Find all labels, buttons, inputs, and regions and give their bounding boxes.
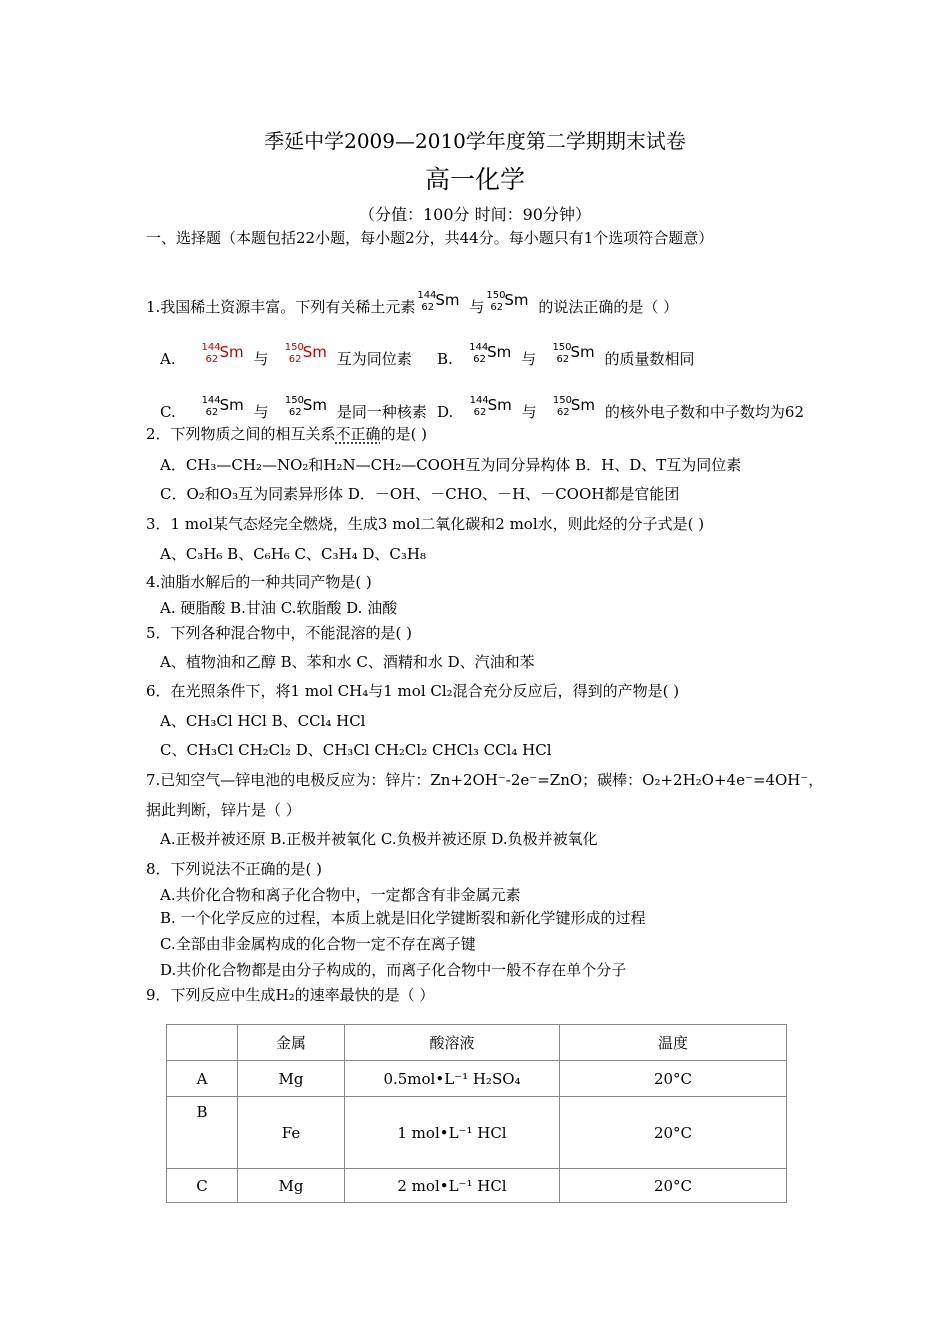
table-row	[167, 1061, 787, 1097]
exam-subject: 高一化学	[424, 165, 525, 194]
table-cell: 0.5mol•L⁻¹ H₂SO₄	[345, 1061, 560, 1097]
isotope-sm144-b: 144 62 Sm	[469, 342, 512, 365]
table-cell: C	[167, 1169, 238, 1203]
table-header-cell: 温度	[560, 1025, 787, 1061]
q4-options: A. 硬脂酸 B.甘油 C.软脂酸 D. 油酸	[160, 599, 398, 617]
table-cell: 20°C	[560, 1061, 787, 1097]
q1-a-text: 互为同位素	[336, 350, 412, 368]
question-2-stem	[146, 424, 427, 444]
section-heading: 一、选择题（本题包括22小题，每小题2分，共44分。每小题只有1个选项符合题意）	[146, 229, 714, 247]
question-5-stem: 5．下列各种混合物中，不能混溶的是( )	[146, 624, 413, 642]
table-cell: Fe	[238, 1097, 345, 1169]
q3-options: A、C₃H₆ B、C₆H₆ C、C₃H₄ D、C₃H₈	[160, 545, 427, 563]
isotope-sm150-d: 150 62 Sm	[552, 395, 596, 418]
question-4-stem: 4.油脂水解后的一种共同产物是( )	[146, 573, 372, 591]
table-cell: Mg	[238, 1169, 345, 1203]
question-8-stem: 8．下列说法不正确的是( )	[146, 860, 323, 878]
q1-c-text: 是同一种核素	[336, 403, 427, 421]
q7-options: A.正极并被还原 B.正极并被氧化 C.负极并被还原 D.负极并被氧化	[160, 830, 598, 848]
q1-stem-post: 的说法正确的是（ ）	[538, 298, 679, 316]
q2-options-ab: A．CH₃—CH₂—NO₂和H₂N—CH₂—COOH互为同分异构体 B．H、D、T互为同位素	[160, 456, 742, 474]
q2-options-cd: C．O₂和O₃互为同素异形体 D．－OH、－CHO、－H、－COOH都是官能团	[160, 485, 680, 503]
table-cell: B	[167, 1097, 238, 1169]
table-header-cell	[167, 1025, 238, 1061]
table-cell: 20°C	[560, 1169, 787, 1203]
q1-c-yu: 与	[253, 403, 269, 421]
q1-b-label: B.	[437, 350, 453, 368]
question-9-stem: 9．下列反应中生成H₂的速率最快的是（ ）	[146, 986, 435, 1004]
q8-option-b: B. 一个化学反应的过程，本质上就是旧化学键断裂和新化学键形成的过程	[160, 909, 646, 927]
q1-d-label: D.	[437, 403, 454, 421]
q5-options: A、植物油和乙醇 B、苯和水 C、酒精和水 D、汽油和苯	[160, 653, 535, 671]
q2-emphasis: 不正确	[335, 425, 381, 443]
isotope-sm150-b: 150 62 Sm	[552, 342, 595, 365]
q1-d-text: 的核外电子数和中子数均为62	[604, 403, 804, 421]
table-row	[167, 1169, 787, 1203]
table-header-cell: 金属	[238, 1025, 345, 1061]
q8-option-c: C.全部由非金属构成的化合物一定不存在离子键	[160, 935, 476, 953]
q1-yu: 与	[469, 298, 485, 316]
q1-b-text: 的质量数相同	[604, 350, 695, 368]
q1-c-label: C.	[160, 403, 176, 421]
q1-stem-pre: 1.我国稀土资源丰富。下列有关稀土元素	[146, 298, 416, 316]
q1-b-yu: 与	[521, 350, 537, 368]
q1-option-c	[160, 397, 427, 422]
q1-a-label: A.	[160, 350, 176, 368]
q6-options-ab: A、CH₃Cl HCl B、CCl₄ HCl	[160, 712, 366, 730]
table-cell: 1 mol•L⁻¹ HCl	[345, 1097, 560, 1169]
table-cell: 20°C	[560, 1097, 787, 1169]
table-header-cell: 酸溶液	[345, 1025, 560, 1061]
q8-option-a: A.共价化合物和离子化合物中，一定都含有非金属元素	[160, 886, 521, 904]
question-3-stem: 3．1 mol某气态烃完全燃烧，生成3 mol二氧化碳和2 mol水，则此烃的分子式是( )	[146, 515, 705, 533]
question-6-stem: 6．在光照条件下，将1 mol CH₄与1 mol Cl₂混合充分反应后，得到的产物是( )	[146, 682, 680, 700]
q1-option-a	[160, 344, 412, 369]
table-cell: Mg	[238, 1061, 345, 1097]
table-header-row	[167, 1025, 787, 1061]
table-cell: 2 mol•L⁻¹ HCl	[345, 1169, 560, 1203]
q2-stem-post: 的是( )	[380, 425, 428, 443]
table-row	[167, 1097, 787, 1169]
q2-stem-pre: 2．下列物质之间的相互关系	[146, 425, 336, 443]
q1-d-yu: 与	[521, 403, 537, 421]
isotope-sm144: 144 62 Sm	[417, 290, 460, 313]
isotope-sm150-c: 150 62 Sm	[284, 395, 328, 418]
table-cell: A	[167, 1061, 238, 1097]
isotope-sm144-c: 144 62 Sm	[201, 395, 244, 418]
q6-options-cd: C、CH₃Cl CH₂Cl₂ D、CH₃Cl CH₂Cl₂ CHCl₃ CCl₄ HCl	[160, 741, 552, 759]
reaction-rate-table	[166, 1024, 787, 1203]
q1-a-yu: 与	[253, 350, 269, 368]
isotope-sm144-red: 144 62 Sm	[201, 342, 244, 365]
isotope-sm150: 150 62 Sm	[486, 290, 529, 313]
question-7-stem: 7.已知空气—锌电池的电极反应为：锌片：Zn+2OH⁻-2e⁻=ZnO；碳棒：O₂+2H₂O+4e⁻=4OH⁻，	[146, 771, 824, 789]
question-7-stem-2: 据此判断，锌片是（ ）	[146, 801, 301, 819]
q1-option-d	[437, 397, 804, 422]
q1-option-b	[437, 344, 694, 369]
isotope-sm144-d: 144 62 Sm	[469, 395, 512, 418]
question-1-stem	[146, 292, 678, 317]
q8-option-d: D.共价化合物都是由分子构成的，而离子化合物中一般不存在单个分子	[160, 961, 627, 979]
exam-title: 季延中学2009—2010学年度第二学期期末试卷	[264, 129, 686, 153]
exam-info: （分值：100分 时间：90分钟）	[359, 205, 591, 224]
isotope-sm150-red: 150 62 Sm	[284, 342, 327, 365]
